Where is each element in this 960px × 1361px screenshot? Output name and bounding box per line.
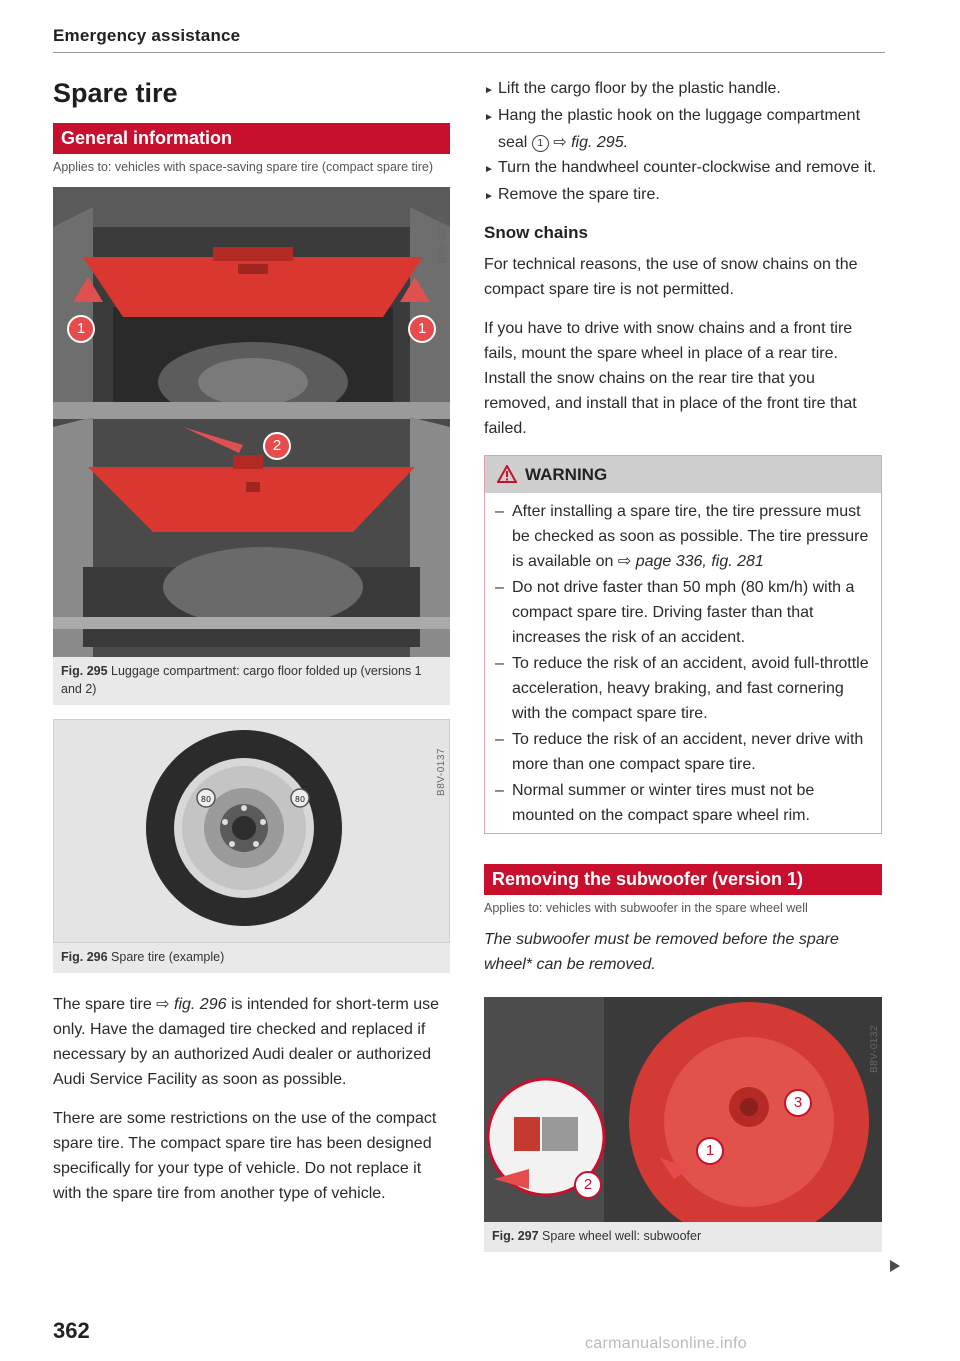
figure-295-code: B8V-0237 (437, 215, 448, 263)
subwoofer-lead: The subwoofer must be removed before the spare wheel* can be removed. (484, 931, 839, 973)
bullet-triangle-icon: ► (484, 164, 494, 175)
fig-296-link[interactable]: ⇨ fig. 296 (156, 996, 227, 1013)
watermark: carmanualsonline.info (585, 1335, 747, 1352)
warning-item-4: – To reduce the risk of an accident, never drive with more than one compact spare tire. (495, 731, 864, 773)
left-column (53, 72, 450, 1220)
figure-297-code: B8V-0132 (869, 1025, 880, 1073)
figure-296 (53, 719, 450, 973)
speed-label-right: 80 (294, 795, 306, 804)
figure-297-caption: Fig. 297 Spare wheel well: subwoofer (492, 1229, 702, 1243)
figure-295 (53, 187, 450, 705)
page-title: Spare tire (53, 78, 178, 108)
figure-296-image (53, 719, 450, 943)
snow-chains-paragraph-1: For technical reasons, the use of snow chains on the compact spare tire is not permitted. (484, 256, 858, 298)
figure-295-caption: Fig. 295 Luggage compartment: cargo floor folded up (versions 1 and 2) (61, 664, 422, 696)
subwoofer-section-bar: Removing the subwoofer (version 1) (484, 864, 882, 895)
callout-1-left: 1 (67, 315, 95, 343)
figure-295-image (53, 187, 450, 657)
figure-296-caption: Fig. 296 Spare tire (example) (61, 950, 225, 964)
warning-triangle-icon (497, 459, 517, 496)
subwoofer-illustration (484, 997, 882, 1222)
snow-chains-paragraph-2: If you have to drive with snow chains and a front tire fails, mount the spare wheel in place of a rear tire. Install the snow chains on the rear tire that you removed, and install that in place of the front tire that failed. (484, 320, 857, 437)
warning-body (485, 493, 881, 833)
warning-item-3: – To reduce the risk of an accident, avoid full-throttle acceleration, heavy braking, and fast cornering with the compact spare tire. (495, 655, 869, 722)
callout-1-right: 1 (408, 315, 436, 343)
right-column (484, 76, 882, 1252)
page-336-link[interactable]: ⇨ page 336, fig. 281 (617, 553, 764, 570)
fig-295-link[interactable]: ⇨ fig. 295. (553, 134, 629, 151)
figure-296-code: B8V-0137 (436, 748, 447, 796)
header-rule (53, 52, 885, 53)
step-turn-handwheel: ► Turn the handwheel counter-clockwise and remove it. (484, 155, 882, 182)
warning-item-1: – After installing a spare tire, the tire pressure must be checked as soon as possible. The tire pressure is available on ⇨ page 336, fig. 281 (495, 503, 869, 570)
applies-to-note: Applies to: vehicles with space-saving spare tire (compact spare tire) (53, 160, 434, 174)
next-page-arrow-icon[interactable] (890, 1260, 900, 1272)
callout-1-inline: 1 (532, 135, 549, 152)
warning-header: WARNING (485, 456, 881, 493)
warning-item-5: – Normal summer or winter tires must not be mounted on the compact spare wheel rim. (495, 782, 815, 824)
step-hang-hook: ► Hang the plastic hook on the luggage compartment seal 1 ⇨ fig. 295. (484, 107, 861, 151)
figure-297-image (484, 997, 882, 1222)
step-remove-tire: ► Remove the spare tire. (484, 182, 882, 209)
callout-3: 3 (784, 1089, 812, 1117)
spare-tire-illustration (54, 720, 450, 942)
paragraph-spare-tire-use: The spare tire ⇨ fig. 296 is intended for short-term use only. Have the damaged tire checked and replaced if necessary by an authorized Audi dealer or authorized Audi Service Facility as soon as possible. (53, 996, 440, 1088)
callout-1: 1 (696, 1137, 724, 1165)
subwoofer-applies-note: Applies to: vehicles with subwoofer in the spare wheel well (484, 901, 808, 915)
section-header: Emergency assistance (53, 26, 241, 45)
warning-item-2: – Do not drive faster than 50 mph (80 km/h) with a compact spare tire. Driving faster than that increases the risk of an accident. (495, 579, 855, 646)
bullet-triangle-icon: ► (484, 112, 494, 123)
luggage-compartment-illustration (53, 187, 450, 657)
subsection-bar: General information (53, 123, 450, 154)
paragraph-restrictions: There are some restrictions on the use of the compact spare tire. The compact spare tire has been designed specifically for your type of vehicle. Do not replace it with the spare tire from another type of vehicle. (53, 1110, 437, 1202)
step-lift-floor: ► Lift the cargo floor by the plastic handle. (484, 76, 882, 103)
speed-label-left: 80 (200, 795, 212, 804)
bullet-triangle-icon: ► (484, 85, 494, 96)
bullet-triangle-icon: ► (484, 191, 494, 202)
callout-2: 2 (263, 432, 291, 460)
page-number: 362 (53, 1318, 90, 1343)
snow-chains-heading: Snow chains (484, 223, 588, 242)
warning-box (484, 455, 882, 834)
callout-2: 2 (574, 1171, 602, 1199)
figure-297 (484, 997, 882, 1252)
